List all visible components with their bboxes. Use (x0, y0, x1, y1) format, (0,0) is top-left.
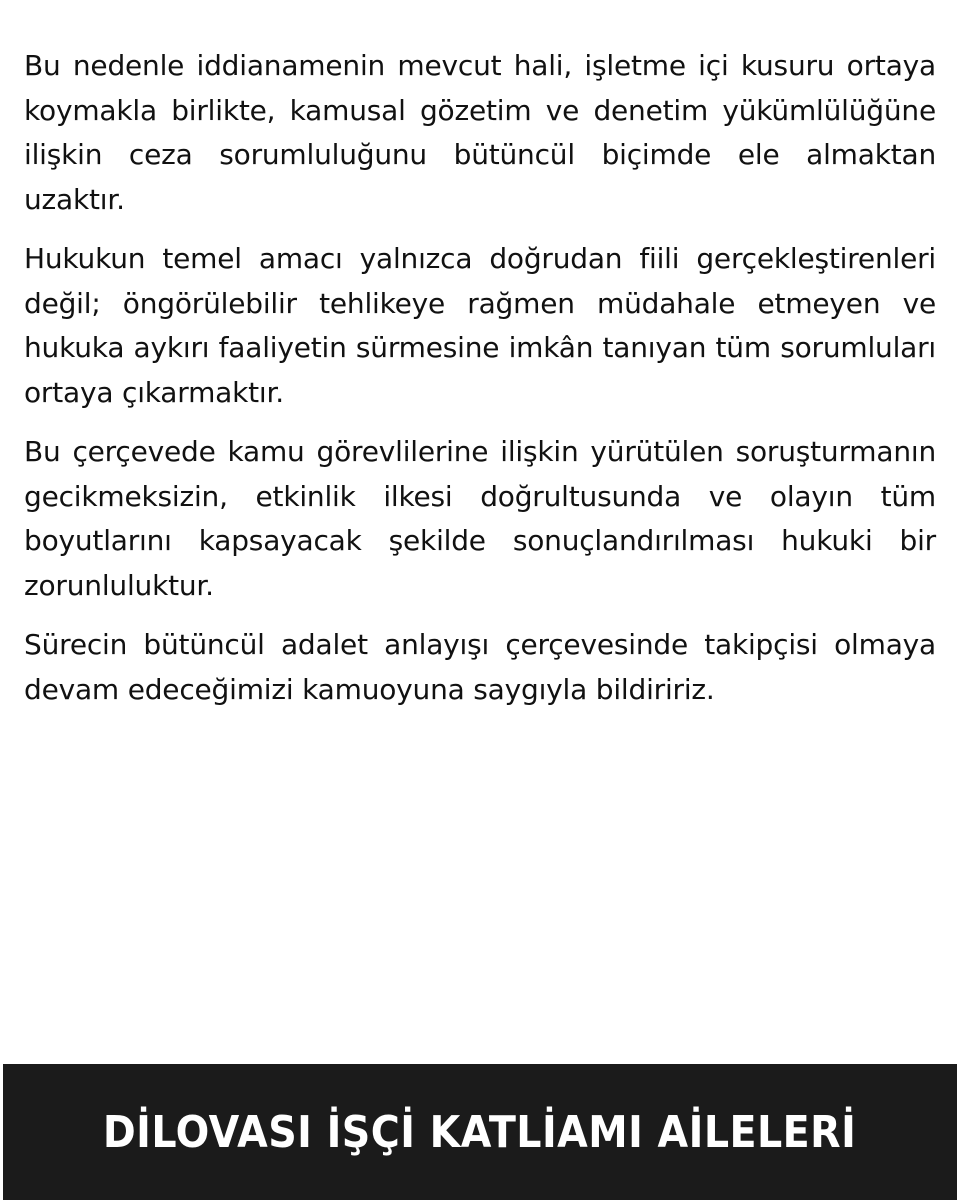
paragraph-4: Sürecin bütüncül adalet anlayışı çerçevesinde takipçisi olmaya devam edeceğimizi kamuoyuna saygıyla bildiririz. (24, 628, 936, 706)
statement-body (24, 44, 936, 727)
footer-banner-bar (3, 1064, 957, 1200)
paragraph-2: Hukukun temel amacı yalnızca doğrudan fiili gerçekleştirenleri değil; öngörülebilir tehlikeye rağmen müdahale etmeyen ve hukuka aykırı faaliyetin sürmesine imkân tanıyan tüm sorumluları ortaya çıkarmaktır. (24, 242, 936, 409)
paragraph-3: Bu çerçevede kamu görevlilerine ilişkin yürütülen soruşturmanın gecikmeksizin, etkinlik ilkesi doğrultusunda ve olayın tüm boyutlarını kapsayacak şekilde sonuçlandırılması hukuki bir zorunluluktur. (24, 435, 936, 602)
footer-banner (0, 1057, 960, 1200)
footer-title: DİLOVASI İŞÇİ KATLİAMI AİLELERİ (103, 1106, 857, 1158)
paragraph-1: Bu nedenle iddianamenin mevcut hali, işletme içi kusuru ortaya koymakla birlikte, kamusal gözetim ve denetim yükümlülüğüne ilişkin ceza sorumluluğunu bütüncül biçimde ele almaktan uzaktır. (24, 49, 936, 216)
